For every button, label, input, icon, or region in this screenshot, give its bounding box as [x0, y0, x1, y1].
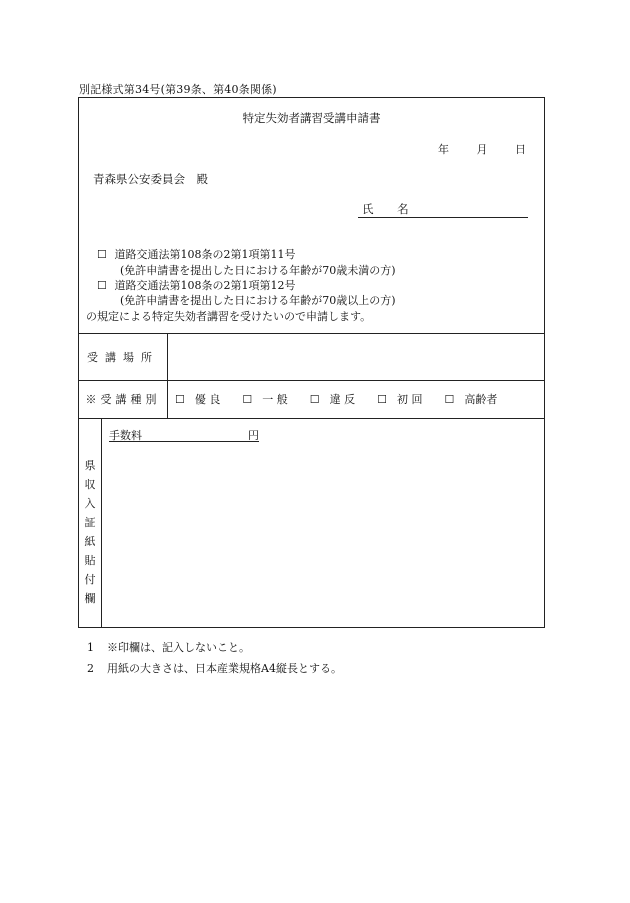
option-law-text: 道路交通法第108条の2第1項第11号 [114, 248, 296, 261]
type-option-label: 優 良 [194, 393, 221, 406]
application-form [78, 97, 545, 628]
date-month-label: 月 [476, 143, 488, 156]
form-title: 特定失効者講習受講申請書 [242, 111, 381, 125]
option-checkbox-70-plus[interactable] [97, 277, 296, 293]
date-year-label: 年 [438, 143, 449, 156]
type-option-label: 違 反 [329, 393, 356, 406]
note-item [87, 637, 342, 658]
checkbox-icon[interactable]: ☐ [97, 279, 107, 292]
revenue-stamp-section [79, 418, 544, 627]
option-note: (免許申請書を提出した日における年齢が70歳未満の方) [120, 264, 396, 277]
form-notes [87, 637, 342, 679]
checkbox-icon[interactable]: ☐ [175, 393, 185, 406]
revenue-stamp-label: 県収入証紙貼付欄 [84, 459, 96, 605]
checkbox-icon[interactable]: ☐ [377, 393, 387, 406]
date-day-label: 日 [515, 143, 526, 156]
course-location-input[interactable] [168, 333, 544, 380]
closing-statement: の規定による特定失効者講習を受けたいので申請します。 [86, 310, 372, 323]
type-option-label: 初 回 [397, 393, 423, 406]
fee-label: 手数料 [109, 429, 142, 442]
course-type-row [79, 380, 544, 419]
note-item [87, 658, 342, 679]
option-note: (免許申請書を提出した日における年齢が70歳以上の方) [120, 294, 396, 307]
checkbox-icon[interactable]: ☐ [309, 393, 320, 406]
name-label: 氏 名 [362, 202, 419, 216]
form-number-label: 別記様式第34号(第39条、第40条関係) [79, 83, 277, 96]
type-option-violation[interactable] [310, 391, 355, 407]
course-type-options [175, 380, 544, 418]
note-number: 2 [87, 662, 94, 675]
date-field[interactable] [414, 141, 526, 157]
checkbox-icon[interactable]: ☐ [444, 393, 455, 406]
addressee: 青森県公安委員会 殿 [93, 172, 208, 186]
note-text: 用紙の大きさは、日本産業規格A4縦長とする。 [107, 662, 342, 675]
option-law-text: 道路交通法第108条の2第1項第12号 [114, 279, 296, 292]
fee-unit: 円 [248, 429, 259, 442]
note-text: ※印欄は、記入しないこと。 [107, 641, 250, 654]
type-option-first-time[interactable] [377, 391, 422, 407]
form-header-section [79, 98, 544, 334]
checkbox-icon[interactable]: ☐ [97, 248, 107, 261]
option-checkbox-under-70[interactable] [97, 246, 296, 262]
note-number: 1 [87, 641, 94, 654]
course-location-label: 受講場所 [79, 333, 168, 380]
type-option-general[interactable] [242, 391, 287, 407]
type-option-label: 高齢者 [464, 393, 498, 406]
type-option-elderly[interactable] [445, 391, 498, 407]
course-location-row [79, 333, 544, 381]
revenue-stamp-header [79, 418, 102, 627]
fee-field[interactable] [109, 427, 259, 442]
applicant-name-field[interactable] [358, 201, 528, 218]
course-type-label: ※受講種別 [79, 380, 168, 418]
checkbox-icon[interactable]: ☐ [242, 393, 253, 406]
type-option-label: 一 般 [262, 393, 288, 406]
type-option-excellent[interactable] [175, 391, 220, 407]
